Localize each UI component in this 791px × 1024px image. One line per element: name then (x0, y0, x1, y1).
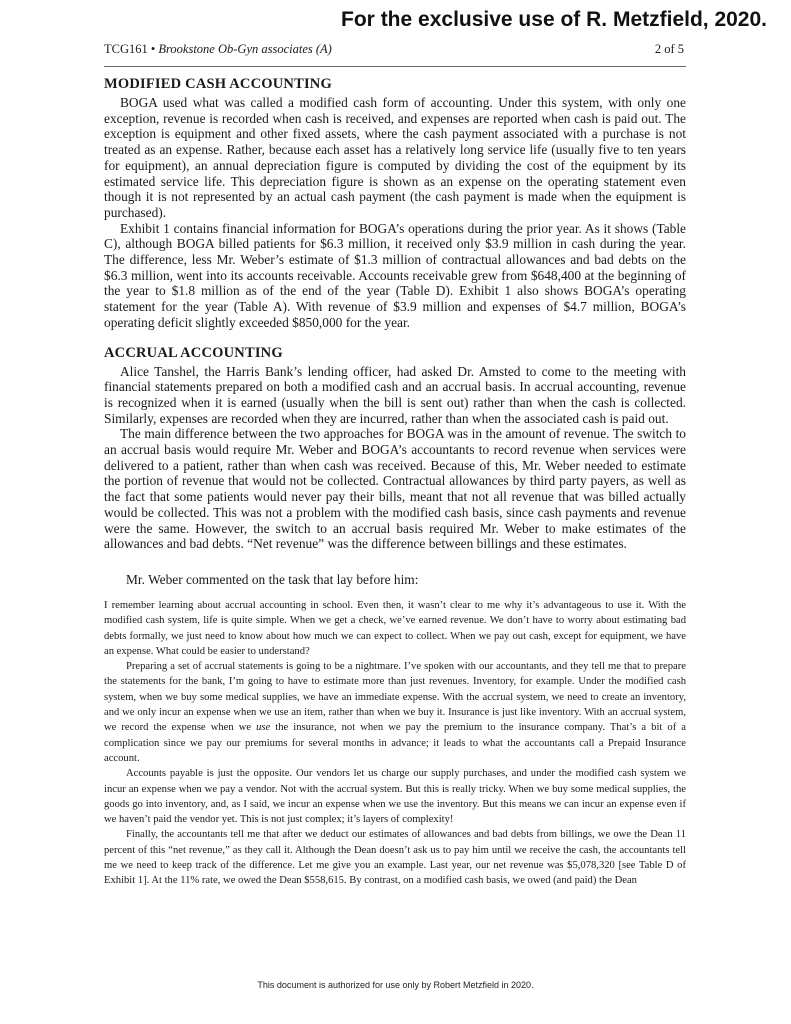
page-number: 2 of 5 (654, 42, 684, 56)
case-code: TCG161 (104, 42, 148, 56)
quote-paragraph (104, 659, 686, 766)
paragraph: Exhibit 1 contains financial information for BOGA’s operations during the prior year. As it shows (Table C), although BOGA billed patients for $6.3 million, it received only $3.9 million in cash during the year. The difference, less Mr. Weber’s estimate of $1.3 million of contractual allowances and bad debts on the $6.3 million, went into its accounts receivable. Accounts receivable grew from $648,400 at the beginning of the year to $1.8 million as of the end of the year (Table D). Exhibit 1 also shows BOGA’s operating statement for the year (Table A). With revenue of $3.9 million and expenses of $4.7 million, BOGA’s operating deficit slightly exceeded $850,000 for the year. (104, 220, 686, 330)
exclusive-use-watermark: For the exclusive use of R. Metzfield, 2020. (341, 8, 767, 31)
weber-quote (104, 598, 686, 889)
paragraph: The main difference between the two approaches for BOGA was in the amount of revenue. The switch to an accrual basis would require Mr. Weber and BOGA’s accountants to record revenue when services were delivered to a patient, rather than when cash was received. Because of this, Mr. Weber needed to estimate the portion of revenue that would not be collected. Contractual allowances by third party payers, as well as the fact that some patients would never pay their bills, meant that not all revenue that was billed actually would be collected. This was not a problem with the modified cash basis, since cash payments and revenue were the same. However, the switch to an accrual basis required Mr. Weber to make estimates of the allowances and bad debts. “Net revenue” was the difference between billings and these estimates. (104, 426, 686, 552)
paragraph: Alice Tanshel, the Harris Bank’s lending officer, had asked Dr. Amsted to come to the meeting with financial statements prepared on both a modified cash and an accrual basis. In accrual accounting, revenue is recognized when it is earned (usually when the bill is sent out) rather than when the cash is collected. Similarly, expenses are recorded when they are incurred, rather than when the associated cash is paid out. (104, 363, 686, 426)
header-divider (104, 66, 686, 67)
case-reference (104, 42, 332, 57)
quote-lead-in: Mr. Weber commented on the task that lay before him: (126, 571, 419, 587)
quote-paragraph: Finally, the accountants tell me that after we deduct our estimates of allowances and bad debts from billings, we owe the Dean 11 percent of this “net revenue,” as they call it. Although the Dean doesn’t ask us to pay him until we receive the cash, the accountants tell me we need to keep track of the difference. Let me give you an example. Last year, our net revenue was $5,078,320 [see Table D of Exhibit 1]. At the 11% rate, we owed the Dean $558,615. By contrast, on a modified cash basis, we owed (and paid) the Dean (104, 829, 686, 887)
header-separator: • (150, 42, 156, 56)
quote-paragraph: Accounts payable is just the opposite. Our vendors let us charge our supply purchases, and under the modified cash system we incur an expense when we pay a vendor. Not with the accrual system. But this is really tricky. When we buy some medical supplies, the goods go into inventory, and, as I said, we incur an expense when we use the inventory. But this means we can incur an expense even if we haven’t paid the vendor yet. This is not just complex; it’s layers of complexity! (104, 768, 686, 826)
section-heading: MODIFIED CASH ACCOUNTING (104, 76, 332, 92)
section-heading: ACCRUAL ACCOUNTING (104, 344, 283, 361)
running-header (104, 42, 684, 57)
authorization-footer: This document is authorized for use only by Robert Metzfield in 2020. (257, 980, 534, 990)
quote-paragraph: I remember learning about accrual accounting in school. Even then, it wasn’t clear to me why it’s advantageous to use it. With the modified cash system, life is quite simple. When we get a check, we’ve earned revenue. We don’t have to worry about estimating bad debts formally, we just need to know about how much we can expect to collect. When we pay out cash, except for equipment, we have an expense. What could be easier to understand? (104, 599, 686, 657)
section-accrual (104, 345, 686, 552)
case-title: Brookstone Ob-Gyn associates (A) (158, 42, 332, 56)
quote-text: the insurance, not when we pay the premium to the insurance company. That’s a bit of a complication since we pay our premiums for several months in advance; it leads to what the accountants call a Prepaid Insurance account. (104, 722, 686, 764)
quote-text: Preparing a set of accrual statements is going to be a nightmare. I’ve spoken with our accountants, and they tell me that to prepare the statements for the bank, I’m going to have to estimate more than just revenues. Inventory, for example. Under the modified cash system, when we buy some medical supplies, we have an immediate expense. With the accrual system, we need to create an inventory, and we only incur an expense when we use an item, rather than when we buy it. Insurance is just like inventory. With an accrual system, we record the expense when we (104, 661, 686, 734)
document-body (104, 76, 686, 889)
paragraph: BOGA used what was called a modified cash form of accounting. Under this system, with only one exception, revenue is recorded when cash is received, and expenses are reported when cash is paid out. The exception is equipment and other fixed assets, where the cash payment associated with a purchase is not treated as an expense. Rather, because each asset has a relatively long service life (usually five to ten years for equipment), an annual depreciation figure is computed by dividing the cost of the equipment by its estimated service life. This depreciation figure is shown as an expense on the operating statement even though it is not represented by an actual cash payment (the cash payment is made when the equipment is purchased). (104, 95, 686, 220)
emphasis: use (256, 722, 271, 734)
section-modified-cash (104, 76, 686, 331)
